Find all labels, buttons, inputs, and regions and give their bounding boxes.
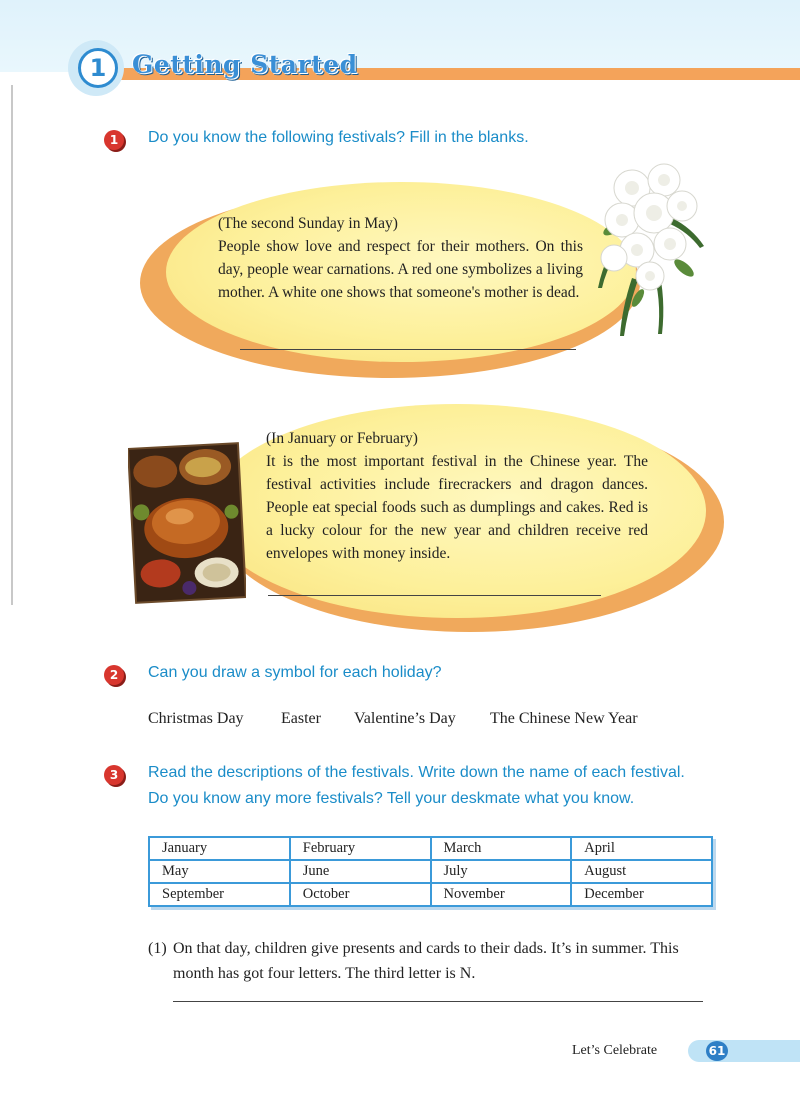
footer-band <box>688 1040 800 1062</box>
table-cell: July <box>431 860 572 883</box>
festive-food-image <box>128 440 246 606</box>
holiday-valentines: Valentine’s Day <box>354 710 456 727</box>
exercise-1-line-1: On that day, children give presents and cards to their dads. It’s in summer. This <box>173 940 679 957</box>
table-cell: April <box>571 837 712 860</box>
table-cell: January <box>149 837 290 860</box>
table-cell: June <box>290 860 431 883</box>
table-row <box>149 837 712 860</box>
festival-card-2-description: It is the most important festival in the Chinese year. The festival activities include firecrackers and dragon dances. People eat special foods such as dumplings and cakes. Red is a lucky colour for the new year and children receive red envelopes with money inside. <box>266 453 648 562</box>
table-row <box>149 883 712 906</box>
footer-unit-name: Let’s Celebrate <box>572 1043 658 1058</box>
exercise-1-number: (1) <box>148 940 167 957</box>
festival-card-1-answer-line[interactable] <box>240 349 576 350</box>
festival-card-1-description: People show love and respect for their mothers. On this day, people wear carnations. A red one symbolizes a living mother. A white one shows that someone's mother is dead. <box>218 238 583 301</box>
table-cell: August <box>571 860 712 883</box>
question-2-text: Can you draw a symbol for each holiday? <box>148 664 442 681</box>
table-cell: September <box>149 883 290 906</box>
unit-number-badge: 1 <box>78 48 118 88</box>
section-title: Getting Started <box>132 50 358 79</box>
question-3-text <box>148 760 685 812</box>
exercise-1-answer-line[interactable] <box>173 1001 703 1002</box>
festival-card-2-answer-line[interactable] <box>268 595 601 596</box>
exercise-1-line-2: month has got four letters. The third letter is N. <box>173 965 476 982</box>
table-cell: October <box>290 883 431 906</box>
table-cell: May <box>149 860 290 883</box>
question-1-text: Do you know the following festivals? Fill in the blanks. <box>148 129 529 146</box>
festival-card-1-date: (The second Sunday in May) <box>218 215 398 232</box>
table-cell: November <box>431 883 572 906</box>
question-3-line-2: Do you know any more festivals? Tell your deskmate what you know. <box>148 790 635 807</box>
table-row <box>149 860 712 883</box>
months-table <box>148 836 713 907</box>
festival-card-1-content <box>218 212 583 304</box>
question-1-badge: 1 <box>104 130 124 150</box>
festival-card-2-date: (In January or February) <box>266 430 418 447</box>
question-2-badge: 2 <box>104 665 124 685</box>
holiday-chinese-new-year: The Chinese New Year <box>490 710 638 727</box>
page-margin-rule <box>11 85 13 605</box>
exercise-1-text <box>173 936 713 986</box>
question-3-badge: 3 <box>104 765 124 785</box>
holiday-christmas: Christmas Day <box>148 710 244 727</box>
page-number: 61 <box>706 1041 728 1061</box>
question-3-line-1: Read the descriptions of the festivals. Write down the name of each festival. <box>148 764 685 781</box>
holiday-easter: Easter <box>281 710 321 727</box>
table-cell: February <box>290 837 431 860</box>
carnation-flowers-image <box>592 158 712 338</box>
festival-card-2-content <box>266 427 648 565</box>
table-cell: March <box>431 837 572 860</box>
table-cell: December <box>571 883 712 906</box>
